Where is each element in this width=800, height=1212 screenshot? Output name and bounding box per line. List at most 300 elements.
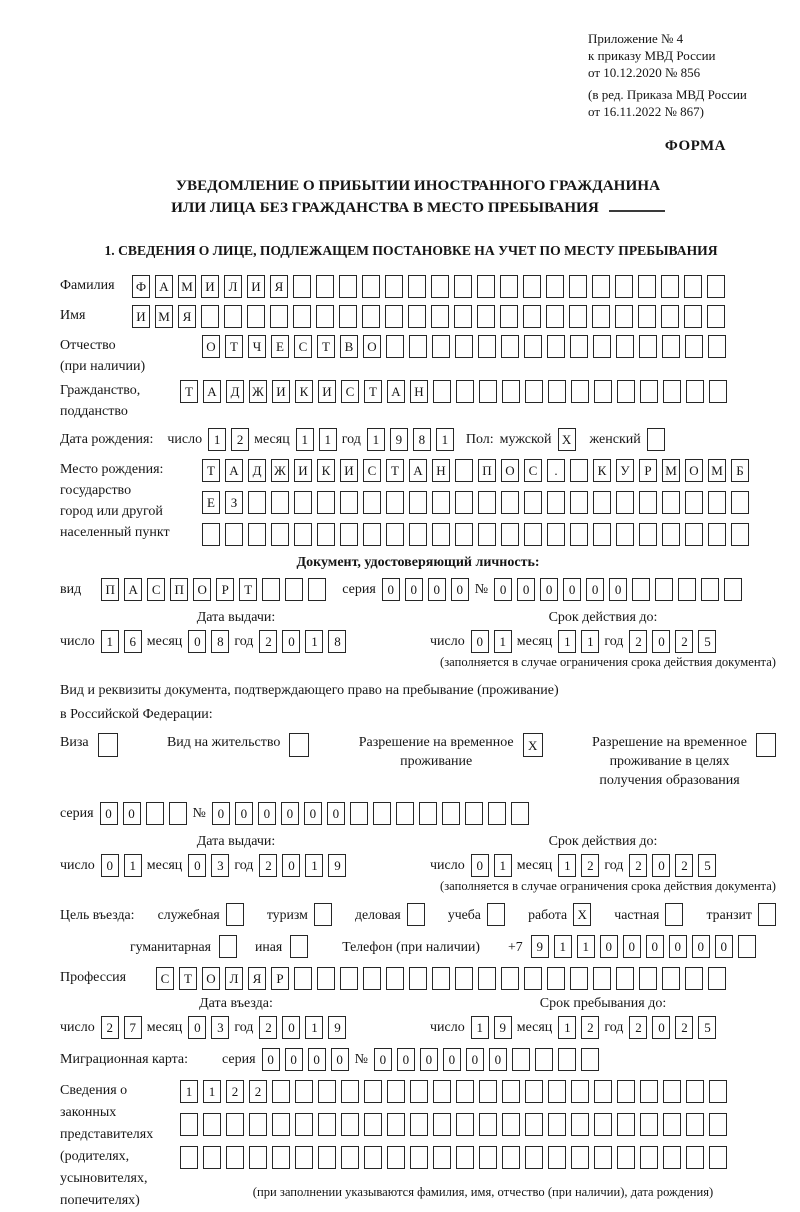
char-box[interactable] <box>632 578 650 601</box>
char-box[interactable]: 0 <box>397 1048 415 1071</box>
char-box[interactable] <box>724 578 742 601</box>
char-box[interactable]: 9 <box>328 854 346 877</box>
char-box[interactable] <box>385 275 403 298</box>
char-box[interactable]: 0 <box>609 578 627 601</box>
char-box[interactable] <box>707 305 725 328</box>
char-box[interactable]: Т <box>202 459 220 482</box>
char-box[interactable] <box>707 275 725 298</box>
char-box[interactable]: Т <box>225 335 243 358</box>
char-box[interactable] <box>249 1146 267 1169</box>
char-box[interactable] <box>502 1113 520 1136</box>
char-box[interactable] <box>294 523 312 546</box>
char-box[interactable]: С <box>147 578 165 601</box>
char-box[interactable]: Я <box>248 967 266 990</box>
char-box[interactable] <box>663 380 681 403</box>
char-box[interactable] <box>617 380 635 403</box>
char-box[interactable] <box>316 305 334 328</box>
char-box[interactable]: О <box>363 335 381 358</box>
char-box[interactable]: 3 <box>211 1016 229 1039</box>
char-box[interactable] <box>708 967 726 990</box>
char-box[interactable]: 0 <box>281 802 299 825</box>
char-box[interactable] <box>432 335 450 358</box>
char-box[interactable]: А <box>409 459 427 482</box>
char-box[interactable]: 0 <box>652 1016 670 1039</box>
char-box[interactable]: О <box>202 335 220 358</box>
char-box[interactable] <box>317 491 335 514</box>
char-box[interactable]: 1 <box>494 630 512 653</box>
char-box[interactable] <box>308 578 326 601</box>
char-box[interactable] <box>678 578 696 601</box>
char-box[interactable]: 0 <box>101 854 119 877</box>
char-box[interactable]: И <box>201 275 219 298</box>
char-box[interactable]: Ж <box>271 459 289 482</box>
checkbox[interactable] <box>314 903 332 926</box>
char-box[interactable]: 2 <box>231 428 249 451</box>
char-box[interactable]: Ф <box>132 275 150 298</box>
char-box[interactable]: 2 <box>629 854 647 877</box>
char-box[interactable]: 9 <box>531 935 549 958</box>
char-box[interactable]: О <box>501 459 519 482</box>
char-box[interactable]: С <box>156 967 174 990</box>
char-box[interactable]: 1 <box>367 428 385 451</box>
char-box[interactable] <box>387 1146 405 1169</box>
char-box[interactable] <box>456 1146 474 1169</box>
char-box[interactable] <box>501 523 519 546</box>
char-box[interactable]: 2 <box>629 630 647 653</box>
char-box[interactable] <box>456 1113 474 1136</box>
char-box[interactable] <box>548 1146 566 1169</box>
char-box[interactable]: А <box>124 578 142 601</box>
char-box[interactable] <box>364 1146 382 1169</box>
char-box[interactable] <box>639 523 657 546</box>
char-box[interactable]: 0 <box>405 578 423 601</box>
char-box[interactable] <box>386 523 404 546</box>
char-box[interactable] <box>433 1113 451 1136</box>
char-box[interactable] <box>350 802 368 825</box>
checkbox[interactable]: X <box>573 903 591 926</box>
char-box[interactable] <box>709 1080 727 1103</box>
char-box[interactable] <box>685 335 703 358</box>
char-box[interactable]: О <box>685 459 703 482</box>
char-box[interactable] <box>364 1080 382 1103</box>
char-box[interactable] <box>661 275 679 298</box>
char-box[interactable] <box>501 967 519 990</box>
char-box[interactable] <box>638 275 656 298</box>
char-box[interactable] <box>169 802 187 825</box>
char-box[interactable] <box>570 491 588 514</box>
char-box[interactable]: С <box>294 335 312 358</box>
char-box[interactable]: 0 <box>623 935 641 958</box>
char-box[interactable]: 2 <box>259 630 277 653</box>
char-box[interactable] <box>502 380 520 403</box>
char-box[interactable] <box>571 1146 589 1169</box>
char-box[interactable] <box>203 1113 221 1136</box>
char-box[interactable]: 1 <box>124 854 142 877</box>
char-box[interactable]: 0 <box>420 1048 438 1071</box>
char-box[interactable] <box>410 1113 428 1136</box>
char-box[interactable] <box>479 1113 497 1136</box>
checkbox[interactable] <box>758 903 776 926</box>
char-box[interactable]: 0 <box>374 1048 392 1071</box>
char-box[interactable]: 0 <box>471 630 489 653</box>
char-box[interactable] <box>548 380 566 403</box>
char-box[interactable] <box>502 1080 520 1103</box>
char-box[interactable] <box>684 305 702 328</box>
char-box[interactable] <box>340 491 358 514</box>
char-box[interactable] <box>409 335 427 358</box>
char-box[interactable] <box>316 275 334 298</box>
char-box[interactable] <box>272 1146 290 1169</box>
char-box[interactable]: С <box>363 459 381 482</box>
char-box[interactable] <box>592 275 610 298</box>
char-box[interactable]: 1 <box>554 935 572 958</box>
char-box[interactable]: 0 <box>188 630 206 653</box>
char-box[interactable]: 0 <box>100 802 118 825</box>
char-box[interactable]: И <box>247 275 265 298</box>
char-box[interactable] <box>639 335 657 358</box>
char-box[interactable] <box>477 305 495 328</box>
char-box[interactable] <box>364 1113 382 1136</box>
char-box[interactable]: 2 <box>675 630 693 653</box>
checkbox[interactable]: X <box>558 428 576 451</box>
char-box[interactable]: О <box>193 578 211 601</box>
char-box[interactable] <box>500 275 518 298</box>
char-box[interactable] <box>294 967 312 990</box>
char-box[interactable] <box>409 967 427 990</box>
char-box[interactable] <box>662 967 680 990</box>
char-box[interactable] <box>340 967 358 990</box>
char-box[interactable]: 1 <box>558 1016 576 1039</box>
char-box[interactable] <box>318 1146 336 1169</box>
char-box[interactable] <box>663 1146 681 1169</box>
char-box[interactable] <box>640 1146 658 1169</box>
char-box[interactable] <box>248 491 266 514</box>
char-box[interactable] <box>525 1113 543 1136</box>
char-box[interactable]: 0 <box>451 578 469 601</box>
char-box[interactable] <box>638 305 656 328</box>
char-box[interactable] <box>339 275 357 298</box>
char-box[interactable] <box>270 305 288 328</box>
char-box[interactable]: 0 <box>652 630 670 653</box>
char-box[interactable]: 0 <box>428 578 446 601</box>
char-box[interactable]: 2 <box>629 1016 647 1039</box>
char-box[interactable]: 0 <box>188 1016 206 1039</box>
char-box[interactable] <box>225 523 243 546</box>
char-box[interactable] <box>479 1080 497 1103</box>
char-box[interactable] <box>546 305 564 328</box>
char-box[interactable] <box>318 1113 336 1136</box>
char-box[interactable] <box>547 523 565 546</box>
char-box[interactable] <box>662 523 680 546</box>
char-box[interactable] <box>685 491 703 514</box>
char-box[interactable]: М <box>708 459 726 482</box>
char-box[interactable] <box>569 305 587 328</box>
char-box[interactable]: 1 <box>180 1080 198 1103</box>
char-box[interactable]: 1 <box>494 854 512 877</box>
checkbox[interactable]: X <box>523 733 543 757</box>
checkbox[interactable] <box>665 903 683 926</box>
char-box[interactable]: 2 <box>259 854 277 877</box>
char-box[interactable]: 0 <box>308 1048 326 1071</box>
char-box[interactable]: В <box>340 335 358 358</box>
char-box[interactable] <box>455 491 473 514</box>
char-box[interactable] <box>386 491 404 514</box>
char-box[interactable] <box>340 523 358 546</box>
char-box[interactable]: 1 <box>436 428 454 451</box>
char-box[interactable]: К <box>317 459 335 482</box>
char-box[interactable] <box>317 523 335 546</box>
char-box[interactable] <box>226 1146 244 1169</box>
char-box[interactable] <box>431 275 449 298</box>
char-box[interactable] <box>523 305 541 328</box>
char-box[interactable] <box>616 967 634 990</box>
char-box[interactable]: 2 <box>249 1080 267 1103</box>
char-box[interactable] <box>488 802 506 825</box>
char-box[interactable]: 9 <box>390 428 408 451</box>
char-box[interactable] <box>571 380 589 403</box>
char-box[interactable]: Н <box>410 380 428 403</box>
char-box[interactable]: 0 <box>540 578 558 601</box>
char-box[interactable]: О <box>202 967 220 990</box>
char-box[interactable] <box>617 1080 635 1103</box>
char-box[interactable] <box>570 523 588 546</box>
char-box[interactable]: М <box>662 459 680 482</box>
char-box[interactable]: 0 <box>282 630 300 653</box>
char-box[interactable]: 8 <box>413 428 431 451</box>
char-box[interactable]: А <box>225 459 243 482</box>
char-box[interactable]: С <box>524 459 542 482</box>
char-box[interactable]: Ж <box>249 380 267 403</box>
char-box[interactable] <box>686 1146 704 1169</box>
char-box[interactable] <box>271 523 289 546</box>
char-box[interactable]: М <box>155 305 173 328</box>
char-box[interactable]: Т <box>364 380 382 403</box>
char-box[interactable] <box>454 305 472 328</box>
char-box[interactable] <box>547 491 565 514</box>
char-box[interactable] <box>455 967 473 990</box>
char-box[interactable] <box>502 1146 520 1169</box>
char-box[interactable]: Р <box>216 578 234 601</box>
char-box[interactable] <box>593 523 611 546</box>
char-box[interactable] <box>594 1080 612 1103</box>
char-box[interactable] <box>293 275 311 298</box>
char-box[interactable] <box>615 305 633 328</box>
char-box[interactable] <box>709 1113 727 1136</box>
char-box[interactable] <box>202 523 220 546</box>
char-box[interactable] <box>295 1080 313 1103</box>
char-box[interactable] <box>362 305 380 328</box>
char-box[interactable] <box>224 305 242 328</box>
char-box[interactable] <box>616 335 634 358</box>
char-box[interactable] <box>548 1080 566 1103</box>
char-box[interactable] <box>655 578 673 601</box>
char-box[interactable] <box>686 1080 704 1103</box>
char-box[interactable]: Р <box>271 967 289 990</box>
char-box[interactable]: У <box>616 459 634 482</box>
char-box[interactable] <box>409 491 427 514</box>
char-box[interactable] <box>548 1113 566 1136</box>
char-box[interactable]: 1 <box>305 854 323 877</box>
char-box[interactable] <box>570 459 588 482</box>
char-box[interactable] <box>547 967 565 990</box>
char-box[interactable] <box>362 275 380 298</box>
char-box[interactable] <box>455 459 473 482</box>
char-box[interactable] <box>524 967 542 990</box>
char-box[interactable]: 0 <box>692 935 710 958</box>
char-box[interactable] <box>525 1080 543 1103</box>
char-box[interactable]: 0 <box>471 854 489 877</box>
char-box[interactable] <box>581 1048 599 1071</box>
char-box[interactable] <box>226 1113 244 1136</box>
char-box[interactable]: 9 <box>494 1016 512 1039</box>
char-box[interactable]: 7 <box>124 1016 142 1039</box>
char-box[interactable]: П <box>478 459 496 482</box>
char-box[interactable] <box>432 967 450 990</box>
checkbox[interactable] <box>647 428 665 451</box>
char-box[interactable] <box>180 1113 198 1136</box>
char-box[interactable]: Т <box>180 380 198 403</box>
char-box[interactable] <box>295 1146 313 1169</box>
char-box[interactable] <box>640 1080 658 1103</box>
char-box[interactable] <box>524 335 542 358</box>
char-box[interactable] <box>479 1146 497 1169</box>
char-box[interactable]: 1 <box>558 630 576 653</box>
char-box[interactable] <box>433 1080 451 1103</box>
char-box[interactable]: . <box>547 459 565 482</box>
char-box[interactable]: 0 <box>123 802 141 825</box>
char-box[interactable]: К <box>295 380 313 403</box>
char-box[interactable]: И <box>272 380 290 403</box>
char-box[interactable] <box>592 305 610 328</box>
char-box[interactable] <box>501 491 519 514</box>
char-box[interactable] <box>593 967 611 990</box>
char-box[interactable]: Е <box>202 491 220 514</box>
char-box[interactable] <box>272 1113 290 1136</box>
char-box[interactable] <box>571 1080 589 1103</box>
char-box[interactable] <box>663 1080 681 1103</box>
char-box[interactable]: 3 <box>211 854 229 877</box>
char-box[interactable] <box>410 1146 428 1169</box>
char-box[interactable]: 0 <box>563 578 581 601</box>
char-box[interactable] <box>363 523 381 546</box>
char-box[interactable] <box>180 1146 198 1169</box>
char-box[interactable] <box>294 491 312 514</box>
char-box[interactable]: И <box>318 380 336 403</box>
char-box[interactable]: 0 <box>282 1016 300 1039</box>
char-box[interactable]: Ч <box>248 335 266 358</box>
char-box[interactable] <box>373 802 391 825</box>
char-box[interactable]: 1 <box>203 1080 221 1103</box>
char-box[interactable]: 8 <box>328 630 346 653</box>
checkbox[interactable] <box>219 935 237 958</box>
char-box[interactable] <box>662 335 680 358</box>
char-box[interactable]: Е <box>271 335 289 358</box>
char-box[interactable]: 1 <box>101 630 119 653</box>
char-box[interactable]: Т <box>239 578 257 601</box>
char-box[interactable] <box>409 523 427 546</box>
char-box[interactable] <box>685 967 703 990</box>
char-box[interactable] <box>341 1080 359 1103</box>
char-box[interactable]: И <box>294 459 312 482</box>
char-box[interactable]: 0 <box>212 802 230 825</box>
char-box[interactable]: Я <box>178 305 196 328</box>
title-underline-blank[interactable] <box>609 210 665 212</box>
char-box[interactable] <box>569 275 587 298</box>
char-box[interactable]: 1 <box>581 630 599 653</box>
char-box[interactable] <box>455 523 473 546</box>
char-box[interactable] <box>731 523 749 546</box>
char-box[interactable] <box>535 1048 553 1071</box>
char-box[interactable]: 0 <box>262 1048 280 1071</box>
char-box[interactable]: 0 <box>235 802 253 825</box>
char-box[interactable] <box>201 305 219 328</box>
char-box[interactable] <box>432 491 450 514</box>
char-box[interactable]: А <box>155 275 173 298</box>
char-box[interactable] <box>386 967 404 990</box>
char-box[interactable] <box>478 335 496 358</box>
char-box[interactable]: 2 <box>675 854 693 877</box>
char-box[interactable]: 9 <box>328 1016 346 1039</box>
char-box[interactable] <box>663 1113 681 1136</box>
char-box[interactable] <box>617 1146 635 1169</box>
char-box[interactable] <box>662 491 680 514</box>
char-box[interactable] <box>455 335 473 358</box>
char-box[interactable]: Я <box>270 275 288 298</box>
char-box[interactable] <box>511 802 529 825</box>
char-box[interactable] <box>432 523 450 546</box>
char-box[interactable] <box>477 275 495 298</box>
char-box[interactable] <box>512 1048 530 1071</box>
char-box[interactable] <box>661 305 679 328</box>
char-box[interactable] <box>639 967 657 990</box>
char-box[interactable] <box>146 802 164 825</box>
char-box[interactable]: 0 <box>331 1048 349 1071</box>
char-box[interactable] <box>501 335 519 358</box>
char-box[interactable] <box>431 305 449 328</box>
char-box[interactable]: М <box>178 275 196 298</box>
char-box[interactable] <box>594 380 612 403</box>
char-box[interactable] <box>387 1113 405 1136</box>
char-box[interactable] <box>318 1080 336 1103</box>
char-box[interactable]: Т <box>179 967 197 990</box>
char-box[interactable]: 0 <box>285 1048 303 1071</box>
char-box[interactable] <box>247 305 265 328</box>
char-box[interactable]: 0 <box>517 578 535 601</box>
char-box[interactable]: Р <box>639 459 657 482</box>
char-box[interactable] <box>396 802 414 825</box>
char-box[interactable]: 2 <box>259 1016 277 1039</box>
char-box[interactable]: Д <box>248 459 266 482</box>
char-box[interactable] <box>272 1080 290 1103</box>
char-box[interactable] <box>616 523 634 546</box>
char-box[interactable] <box>558 1048 576 1071</box>
char-box[interactable]: К <box>593 459 611 482</box>
char-box[interactable]: 1 <box>305 1016 323 1039</box>
char-box[interactable]: И <box>132 305 150 328</box>
char-box[interactable]: 0 <box>494 578 512 601</box>
char-box[interactable]: 1 <box>208 428 226 451</box>
char-box[interactable]: Т <box>386 459 404 482</box>
char-box[interactable]: 0 <box>188 854 206 877</box>
char-box[interactable] <box>708 491 726 514</box>
char-box[interactable] <box>525 380 543 403</box>
char-box[interactable]: П <box>170 578 188 601</box>
char-box[interactable]: 0 <box>327 802 345 825</box>
char-box[interactable] <box>639 491 657 514</box>
char-box[interactable]: 1 <box>296 428 314 451</box>
char-box[interactable] <box>594 1113 612 1136</box>
char-box[interactable] <box>262 578 280 601</box>
